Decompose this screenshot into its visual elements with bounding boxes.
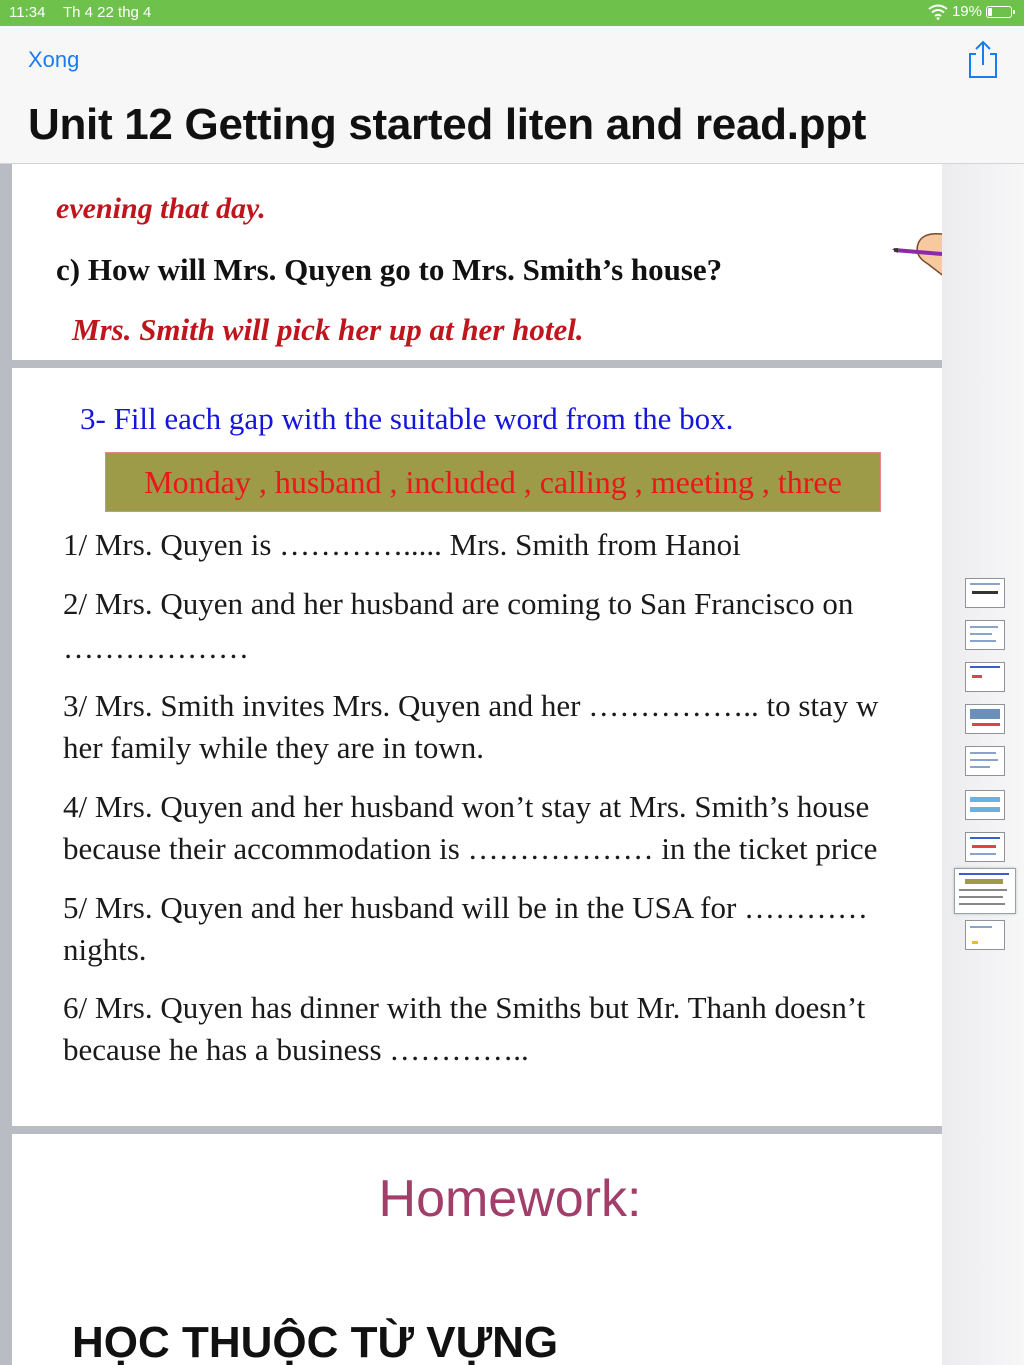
status-right: [928, 3, 1012, 20]
question-c: c) How will Mrs. Quyen go to Mrs. Smith’s house?: [56, 252, 723, 287]
slide-thumbnail[interactable]: [965, 790, 1005, 820]
document-scroll-area[interactable]: [0, 164, 1024, 1365]
slide-thumbnail[interactable]: [965, 578, 1005, 608]
share-icon[interactable]: [966, 40, 1000, 80]
slide-thumbnail[interactable]: [965, 620, 1005, 650]
document-header: [0, 26, 1024, 164]
document-title: Unit 12 Getting started liten and read.ppt: [28, 100, 867, 149]
slide-exercise: [12, 368, 942, 1126]
exercise-line: 6/ Mrs. Quyen has dinner with the Smiths but Mr. Thanh doesn’t: [63, 990, 866, 1025]
battery-percent: 19%: [951, 3, 982, 20]
exercise-line: 5/ Mrs. Quyen and her husband will be in the USA for …………: [63, 890, 869, 925]
homework-title: Homework:: [378, 1170, 642, 1228]
battery-fill: [988, 8, 992, 16]
writing-hand-icon: [892, 224, 942, 304]
status-date: Th 4 22 thg 4: [63, 4, 152, 21]
wifi-icon: [928, 4, 948, 20]
slide-thumbnail[interactable]: [965, 704, 1005, 734]
exercise-line: ………………: [63, 630, 249, 665]
exercise-heading: 3- Fill each gap with the suitable word from the box.: [80, 401, 734, 436]
exercise-line: 3/ Mrs. Smith invites Mrs. Quyen and her …………….. to stay w: [63, 688, 879, 723]
exercise-line: because their accommodation is ……………… in the ticket price: [63, 831, 878, 866]
previous-answer-line: evening that day.: [56, 192, 266, 225]
exercise-line: nights.: [63, 932, 147, 967]
exercise-line: because he has a business …………..: [63, 1032, 529, 1067]
slide-comprehension: [12, 164, 942, 360]
slide-thumbnail[interactable]: [965, 832, 1005, 862]
exercise-line: 4/ Mrs. Quyen and her husband won’t stay at Mrs. Smith’s house: [63, 789, 870, 824]
answer-c: Mrs. Smith will pick her up at her hotel.: [72, 312, 584, 347]
status-bar: [0, 0, 1024, 26]
slide-thumbnail[interactable]: [965, 920, 1005, 950]
homework-vocab: HỌC THUỘC TỪ VỰNG: [72, 1318, 559, 1365]
slide-homework: [12, 1134, 942, 1365]
status-time: 11:34: [9, 4, 46, 21]
exercise-line: her family while they are in town.: [63, 730, 484, 765]
battery-icon: [986, 6, 1012, 18]
slide-thumbnail[interactable]: [965, 746, 1005, 776]
exercise-line: 1/ Mrs. Quyen is …………..... Mrs. Smith from Hanoi: [63, 527, 741, 562]
word-box: Monday , husband , included , calling , meeting , three: [105, 452, 881, 512]
slide-thumbnail[interactable]: [965, 662, 1005, 692]
slide-thumbnail-active[interactable]: [954, 868, 1016, 914]
done-button[interactable]: Xong: [28, 47, 80, 72]
exercise-line: 2/ Mrs. Quyen and her husband are coming to San Francisco on: [63, 586, 854, 621]
slide-thumbnail-panel[interactable]: [942, 164, 1024, 1365]
